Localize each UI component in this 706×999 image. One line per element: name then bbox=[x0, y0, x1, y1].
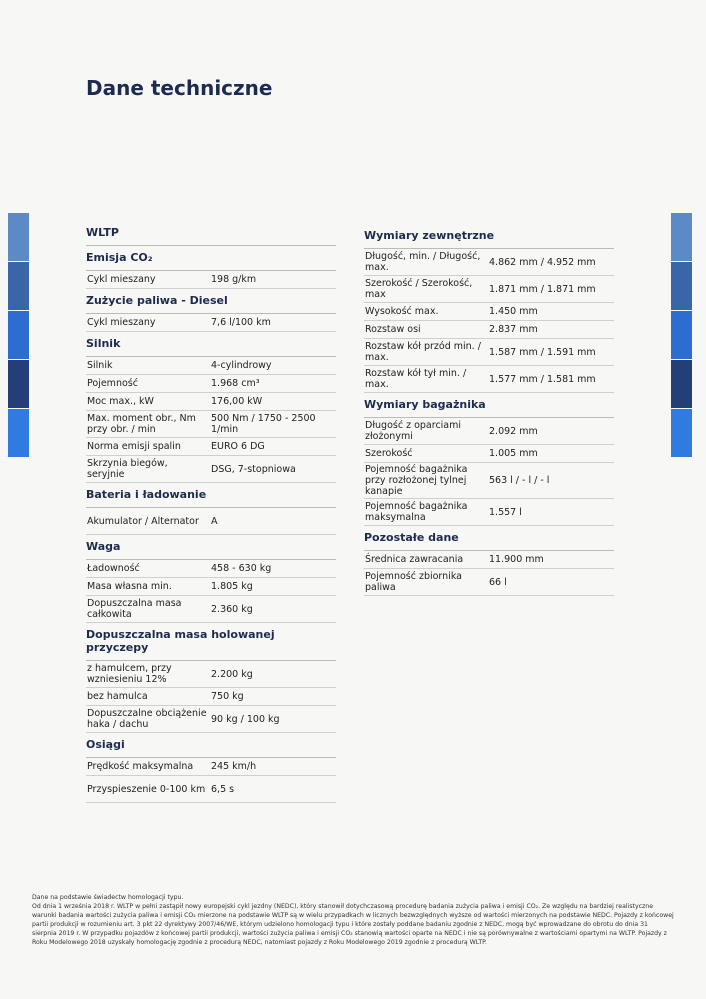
spec-row bbox=[86, 578, 336, 596]
spec-value: 1.871 mm / 1.871 mm bbox=[489, 283, 596, 295]
spec-value: 4-cylindrowy bbox=[211, 360, 272, 371]
section-title: Wymiary bagażnika bbox=[364, 393, 614, 418]
spec-row bbox=[86, 357, 336, 375]
spec-value: 198 g/km bbox=[211, 274, 257, 285]
spec-row bbox=[364, 321, 614, 339]
right-sections bbox=[364, 229, 614, 596]
left-edge-tabs bbox=[8, 213, 29, 458]
spec-row bbox=[364, 339, 614, 366]
spec-row bbox=[86, 560, 336, 578]
spec-label: Rozstaw osi bbox=[365, 324, 421, 335]
spec-row bbox=[364, 366, 614, 393]
edge-tab bbox=[671, 311, 692, 359]
spec-label: Szerokość bbox=[365, 448, 413, 459]
spec-label: Max. moment obr., Nm przy obr. / min bbox=[87, 413, 196, 435]
spec-row bbox=[86, 456, 336, 483]
spec-row bbox=[364, 303, 614, 321]
spec-row bbox=[86, 508, 336, 535]
spec-label: Cykl mieszany bbox=[87, 274, 156, 285]
spec-label: Pojemność bagażnika przy rozłożonej tylnej kanapie bbox=[365, 464, 468, 497]
spec-value: 1.450 mm bbox=[489, 306, 538, 317]
spec-value: 563 l / - l / - l bbox=[489, 475, 550, 486]
spec-label: Cykl mieszany bbox=[87, 317, 156, 328]
spec-row bbox=[86, 758, 336, 776]
spec-label: Pojemność zbiornika paliwa bbox=[365, 571, 462, 593]
edge-tab bbox=[671, 213, 692, 261]
spec-label: Akumulator / Alternator bbox=[87, 515, 199, 527]
spec-value: 750 kg bbox=[211, 691, 244, 702]
spec-value: DSG, 7-stopniowa bbox=[211, 463, 296, 475]
spec-row bbox=[364, 463, 614, 499]
spec-label: Szerokość / Szerokość, max bbox=[365, 278, 473, 300]
spec-label: Pojemność bbox=[87, 378, 138, 389]
spec-value: 2.837 mm bbox=[489, 324, 538, 335]
section-title: Waga bbox=[86, 535, 336, 560]
section-title: Wymiary zewnętrzne bbox=[364, 229, 614, 249]
spec-label: Przyspieszenie 0-100 km bbox=[87, 783, 206, 795]
spec-value: 2.360 kg bbox=[211, 603, 253, 615]
spec-row bbox=[86, 706, 336, 733]
spec-value: 6,5 s bbox=[211, 783, 235, 795]
spec-label: Średnica zawracania bbox=[365, 554, 464, 565]
spec-row bbox=[86, 661, 336, 688]
spec-value: 11.900 mm bbox=[489, 554, 544, 565]
edge-tab bbox=[8, 213, 29, 261]
spec-label: Moc max., kW bbox=[87, 396, 154, 407]
right-column bbox=[364, 229, 614, 596]
section-title: Dopuszczalna masa holowanej przyczepy bbox=[86, 623, 336, 661]
section-title: Emisja CO₂ bbox=[86, 246, 336, 271]
spec-value: 1.005 mm bbox=[489, 448, 538, 459]
spec-value: 66 l bbox=[489, 576, 507, 588]
spec-value: 1.557 l bbox=[489, 506, 522, 518]
spec-value: 1.968 cm³ bbox=[211, 378, 260, 389]
spec-row bbox=[86, 596, 336, 623]
spec-value: 7,6 l/100 km bbox=[211, 317, 271, 328]
spec-label: Silnik bbox=[87, 360, 113, 371]
edge-tab bbox=[671, 409, 692, 457]
spec-value: 2.200 kg bbox=[211, 668, 253, 680]
spec-label: Długość, min. / Długość, max. bbox=[365, 251, 481, 273]
edge-tab bbox=[8, 262, 29, 310]
section-title: Bateria i ładowanie bbox=[86, 483, 336, 508]
edge-tab bbox=[8, 360, 29, 408]
spec-value: 245 km/h bbox=[211, 761, 257, 772]
section-title: Zużycie paliwa - Diesel bbox=[86, 289, 336, 314]
section-title: Pozostałe dane bbox=[364, 526, 614, 551]
spec-label: Rozstaw kół przód min. / max. bbox=[365, 341, 481, 363]
spec-row bbox=[86, 776, 336, 803]
footnote bbox=[32, 893, 674, 947]
spec-label: Norma emisji spalin bbox=[87, 441, 181, 452]
left-column bbox=[86, 226, 336, 803]
edge-tab bbox=[671, 262, 692, 310]
spec-value: 500 Nm / 1750 - 2500 1/min bbox=[211, 413, 316, 435]
section-title: Silnik bbox=[86, 332, 336, 357]
footnote-line: Dane na podstawie świadectw homologacji typu. bbox=[32, 894, 184, 901]
spec-row bbox=[86, 314, 336, 332]
spec-value: EURO 6 DG bbox=[211, 441, 265, 452]
spec-row bbox=[364, 445, 614, 463]
edge-tab bbox=[671, 360, 692, 408]
spec-value: 4.862 mm / 4.952 mm bbox=[489, 256, 596, 268]
spec-row bbox=[86, 688, 336, 706]
footnote-line: Od dnia 1 września 2018 r. WLTP w pełni zastąpił nowy europejski cykl jezdny (NEDC), który stanowił dotychczasową procedurę badania zużycia paliwa i emisji CO₂. Ze względu na bardziej realistyczne warunki badania wartości zużycia paliwa i emisji CO₂ mierzone na podstawie WLTP są w wielu przypadkach w licznych bezwzględnych wyższe od wartości mierzonych na podstawie NEDC. Pojazdy z końcowej partii produkcji w rozumieniu art. 3 pkt 22 dyrektywy 2007/46/WE, którym udzielono homologacji typu i które zostały poddane badaniu zgodnie z NEDC, mogą być wprowadzane do obrotu do dnia 31 sierpnia 2019 r. W przypadku pojazdów z końcowej partii produkcji, wartości zużycia paliwa i emisji CO₂ stanowią wartości oparte na NEDC i nie są porównywalne z wartościami opartymi na WLTP. Pojazdy z Roku Modelowego 2018 uzyskały homologację zgodnie z procedurą NEDC, natomiast pojazdy z Roku Modelowego 2019 zgodnie z procedurą WLTP. bbox=[32, 903, 674, 946]
page-title: Dane techniczne bbox=[86, 76, 273, 100]
spec-label: z hamulcem, przy wzniesieniu 12% bbox=[87, 663, 172, 685]
spec-row bbox=[86, 271, 336, 289]
left-sections bbox=[86, 246, 336, 803]
spec-row bbox=[86, 411, 336, 438]
wltp-heading: WLTP bbox=[86, 226, 336, 246]
spec-value: 1.805 kg bbox=[211, 581, 253, 592]
spec-row bbox=[86, 438, 336, 456]
spec-value: 1.587 mm / 1.591 mm bbox=[489, 346, 596, 358]
spec-value: 90 kg / 100 kg bbox=[211, 713, 280, 725]
spec-row bbox=[364, 499, 614, 526]
spec-label: Dopuszczalne obciążenie haka / dachu bbox=[87, 708, 207, 730]
spec-value: 2.092 mm bbox=[489, 425, 538, 437]
spec-row bbox=[364, 418, 614, 445]
spec-row bbox=[364, 569, 614, 596]
spec-value: 176,00 kW bbox=[211, 396, 263, 407]
spec-row bbox=[86, 375, 336, 393]
spec-label: Długość z oparciami złożonymi bbox=[365, 420, 462, 442]
spec-label: Pojemność bagażnika maksymalna bbox=[365, 501, 468, 523]
right-edge-tabs bbox=[671, 213, 692, 458]
edge-tab bbox=[8, 409, 29, 457]
spec-label: Wysokość max. bbox=[365, 306, 439, 317]
spec-value: 1.577 mm / 1.581 mm bbox=[489, 373, 596, 385]
spec-label: bez hamulca bbox=[87, 691, 148, 702]
spec-label: Skrzynia biegów, seryjnie bbox=[87, 458, 168, 480]
spec-row bbox=[364, 249, 614, 276]
spec-label: Ładowność bbox=[87, 563, 140, 574]
spec-row bbox=[364, 551, 614, 569]
spec-row bbox=[86, 393, 336, 411]
section-title: Osiągi bbox=[86, 733, 336, 758]
spec-row bbox=[364, 276, 614, 303]
edge-tab bbox=[8, 311, 29, 359]
spec-label: Dopuszczalna masa całkowita bbox=[87, 598, 182, 620]
spec-label: Prędkość maksymalna bbox=[87, 761, 194, 772]
spec-label: Masa własna min. bbox=[87, 581, 172, 592]
spec-value: A bbox=[211, 515, 218, 527]
spec-value: 458 - 630 kg bbox=[211, 563, 272, 574]
spec-label: Rozstaw kół tył min. / max. bbox=[365, 368, 467, 390]
